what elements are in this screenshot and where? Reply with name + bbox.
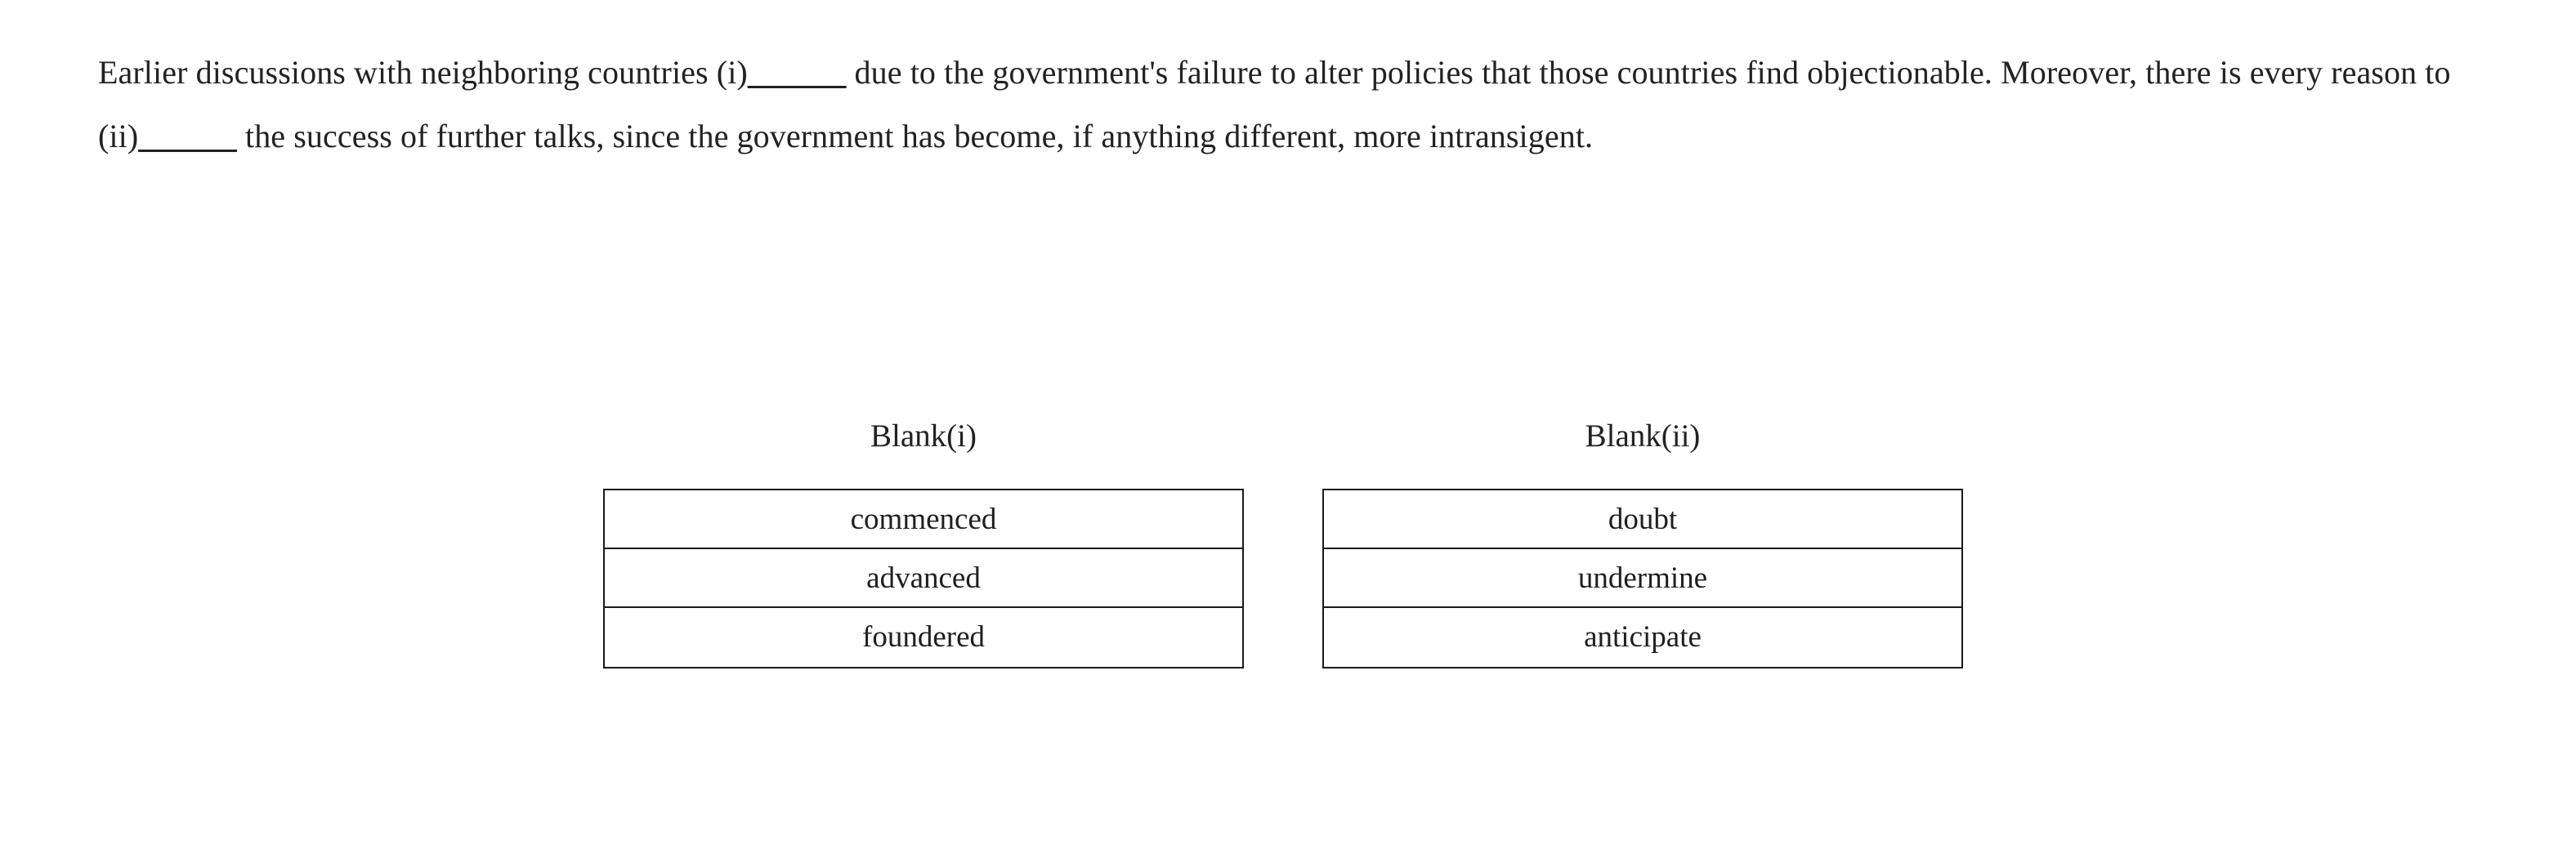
blank-i-placeholder: ______ [747,54,847,91]
choice-option-undermine[interactable]: undermine [1324,549,1961,608]
choice-table-blank-ii [1322,489,1963,668]
column-header-blank-i: Blank(i) [870,418,977,454]
column-header-blank-ii: Blank(ii) [1585,418,1701,454]
answer-column-blank-ii [1324,417,1961,668]
choice-option-commenced[interactable]: commenced [605,490,1242,549]
answer-columns [605,417,1961,668]
choice-option-advanced[interactable]: advanced [605,549,1242,608]
choice-table-blank-i [603,489,1244,668]
choice-option-doubt[interactable]: doubt [1324,490,1961,549]
blank-ii-placeholder: ______ [138,118,237,154]
answer-column-blank-i [605,417,1242,668]
choice-option-foundered[interactable]: foundered [605,608,1242,667]
choice-option-anticipate[interactable]: anticipate [1324,608,1961,667]
passage-segment-2: due to the government's failure to alter policies that those countries find objectionable. Moreover, there is every reason to (ii) [98,54,2451,154]
question-passage [98,41,2468,168]
passage-segment-1: Earlier discussions with neighboring countries (i) [98,54,748,91]
passage-segment-3: the success of further talks, since the government has become, if anything different, more intransigent. [236,118,1594,154]
